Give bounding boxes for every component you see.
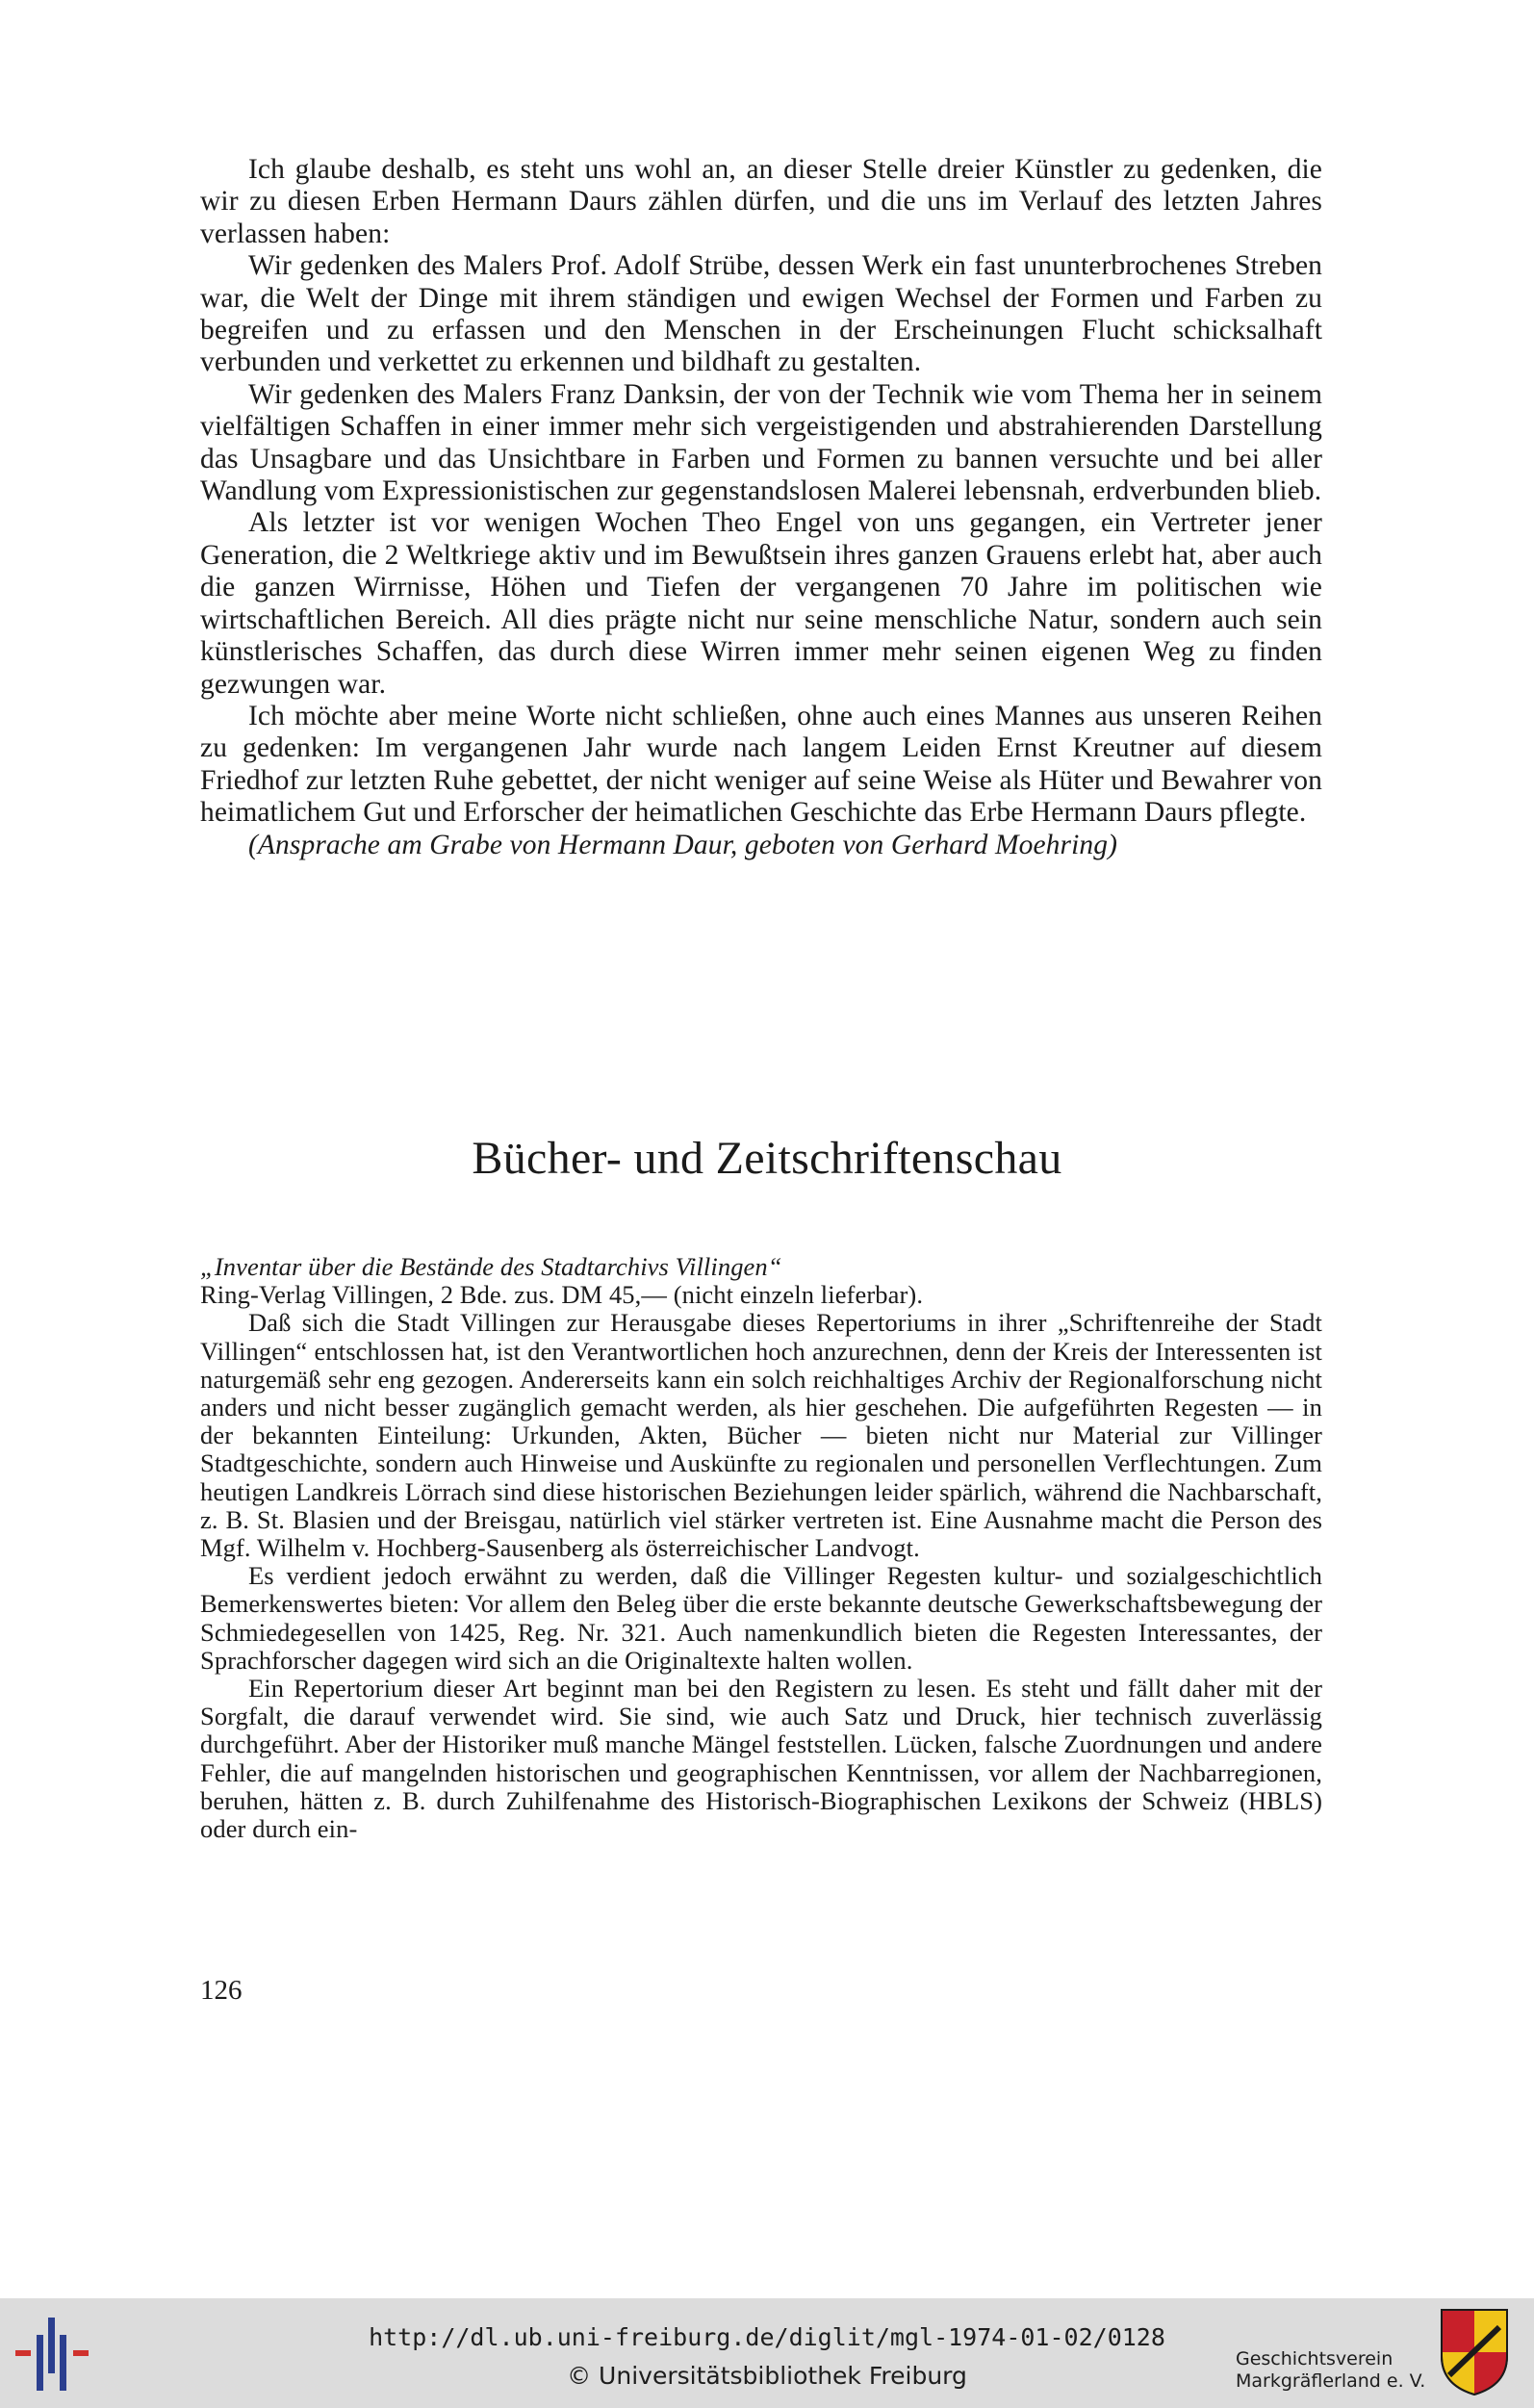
speech-paragraph: Wir gedenken des Malers Franz Danksin, der von der Technik wie vom Thema her in seinem vielfältigen Schaffen in einer immer mehr sich vergeistigenden und abstrahierenden Darstellung das Unsagbare und das Unsichtbare in Farben und Formen zu bannen versuchte und bei aller Wandlung vom Expressionistischen zur gegenstandslosen Malerei lebensnah, erdverbunden blieb. [200, 378, 1322, 507]
review-paragraph: Es verdient jedoch erwähnt zu werden, daß die Villinger Regesten kultur- und sozialgeschichtlich Bemerkenswertes bieten: Vor allem den Beleg über die erste bekannte deutsche Gewerkschaftsbewegung der Schmiedegesellen von 1425, Reg. Nr. 321. Auch namenkundlich bieten die Regesten Interessantes, der Sprachforscher dagegen wird sich an die Originaltexte halten wollen. [200, 1561, 1322, 1675]
book-title: „Inventar über die Bestände des Stadtarchivs Villingen“ [200, 1252, 782, 1281]
book-review [200, 1253, 1322, 1843]
review-paragraph: Daß sich die Stadt Villingen zur Herausgabe dieses Repertoriums in ihrer „Schriftenreihe der Stadt Villingen“ entschlossen hat, ist den Verantwortlichen hoch anzurechnen, denn der Kreis der Interessenten ist naturgemäß sehr eng gezogen. Andererseits kann ein solch reichhaltiges Archiv der Regionalforschung nicht anders und nicht besser zugänglich gemacht werden, als hier geschehen. Die aufgeführten Regesten — in der bekannten Einteilung: Urkunden, Akten, Bücher — bieten nicht nur Material zur Villinger Stadtgeschichte, sondern auch Hinweise und Auskünfte zu regionalen und personellen Verflechtungen. Zum heutigen Landkreis Lörrach sind diese historischen Beziehungen leider spärlich, während die Nachbarschaft, z. B. St. Blasien und der Breisgau, natürlich viel stärker vertreten ist. Eine Ausnahme macht die Person des Mgf. Wilhelm v. Hochberg-Sausenberg als österreichischer Landvogt. [200, 1308, 1322, 1563]
section-heading: Bücher- und Zeitschriftenschau [472, 1133, 1062, 1184]
society-name-line: Markgräflerland e. V. [1236, 2370, 1426, 2392]
coat-of-arms-icon[interactable] [1440, 2308, 1509, 2396]
viewer-footer [0, 2298, 1534, 2408]
publisher-line: Ring-Verlag Villingen, 2 Bde. zus. DM 45,— (nicht einzeln lieferbar). [200, 1280, 924, 1310]
copyright-text: © Universitätsbibliothek Freiburg [567, 2362, 967, 2390]
review-paragraph: Ein Repertorium dieser Art beginnt man bei den Registern zu lesen. Es steht und fällt daher mit der Sorgfalt, die darauf verwendet wird. Sie sind, wie auch Satz und Druck, hier technisch zuverlässig durchgeführt. Aber der Historiker muß manche Mängel feststellen. Lücken, falsche Zuordnungen und andere Fehler, die auf mangelnden historischen und geographischen Kenntnissen, vor allem der Nachbarregionen, beruhen, hätten z. B. durch Zuhilfenahme des Historisch-Biographischen Lexikons der Schweiz (HBLS) oder durch ein- [200, 1674, 1322, 1844]
society-name [1236, 2348, 1425, 2393]
speech-attribution: (Ansprache am Grabe von Hermann Daur, geboten von Gerhard Moehring) [248, 829, 1118, 860]
page-number: 126 [200, 1975, 243, 2006]
speech-paragraph: Wir gedenken des Malers Prof. Adolf Strübe, dessen Werk ein fast ununterbrochenes Streben war, die Welt der Dinge mit ihrem ständigen und ewigen Wechsel der Formen und Farben zu begreifen und zu erfassen und den Menschen in der Erscheinungen Flucht schicksalhaft verbunden und verkettet zu erkennen und bildhaft zu gestalten. [200, 250, 1322, 378]
society-name-line: Geschichtsverein [1236, 2348, 1393, 2370]
document-url-link[interactable]: http://dl.ub.uni-freiburg.de/diglit/mgl-1974-01-02/0128 [369, 2323, 1165, 2351]
speech-paragraph: Ich möchte aber meine Worte nicht schließen, ohne auch eines Mannes aus unseren Reihen zu gedenken: Im vergangenen Jahr wurde nach langem Leiden Ernst Kreutner auf diesem Friedhof zur letzten Ruhe gebettet, der nicht weniger auf seine Weise als Hüter und Bewahrer von heimatlichem Gut und Erforscher der heimatlichen Geschichte das Erbe Hermann Daurs pflegte. [200, 700, 1322, 829]
speech-paragraph: Ich glaube deshalb, es steht uns wohl an, an dieser Stelle dreier Künstler zu gedenken, die wir zu diesen Erben Hermann Daurs zählen dürfen, und die uns im Verlauf des letzten Jahres verlassen haben: [200, 154, 1322, 249]
speech-section [200, 154, 1322, 861]
speech-paragraph: Als letzter ist vor wenigen Wochen Theo Engel von uns gegangen, ein Vertreter jener Generation, die 2 Weltkriege aktiv und im Bewußtsein ihres ganzen Grauens erlebt hat, aber auch die ganzen Wirrnisse, Höhen und Tiefen der vergangenen 70 Jahre im politischen wie wirtschaftlichen Bereich. All dies prägte nicht nur seine menschliche Natur, sondern auch sein künstlerisches Schaffen, das durch diese Wirren immer mehr seinen eigenen Weg zu finden gezwungen war. [200, 507, 1322, 700]
